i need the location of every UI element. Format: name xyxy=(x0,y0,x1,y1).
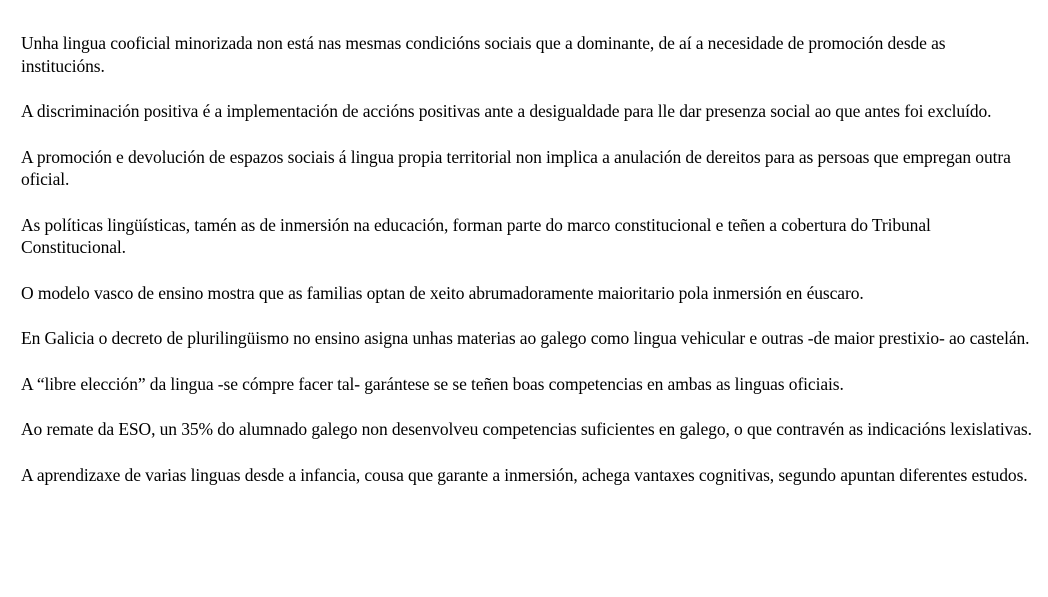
paragraph-minorized-language: Unha lingua cooficial minorizada non está nas mesmas condicións sociais que a dominante, de aí a necesidade de promoción desde as institucións. xyxy=(21,33,946,76)
paragraph-language-policies: As políticas lingüísticas, tamén as de inmersión na educación, forman parte do marco constitucional e teñen a cobertura do Tribunal Constitucional. xyxy=(21,214,931,257)
paragraph-cognitive-advantages: A aprendizaxe de varias linguas desde a infancia, cousa que garante a inmersión, achega vantaxes cognitivas, segundo apuntan diferentes estudos. xyxy=(21,464,1028,485)
document-body xyxy=(21,32,1033,486)
paragraph-free-choice: A “libre elección” da lingua -se cómpre facer tal- garántese se se teñen boas competencias en ambas as linguas oficiais. xyxy=(21,373,844,394)
paragraph-positive-discrimination: A discriminación positiva é a implementación de accións positivas ante a desigualdade para lle dar presenza social ao que antes foi excluído. xyxy=(21,101,992,121)
paragraph-galicia-decree: En Galicia o decreto de plurilingüismo no ensino asigna unhas materias ao galego como lingua vehicular e outras -de maior prestixio- ao castelán. xyxy=(21,328,1030,348)
paragraph-promotion-spaces: A promoción e devolución de espazos sociais á lingua propia territorial non implica a anulación de dereitos para as persoas que empregan outra oficial. xyxy=(21,146,1011,189)
paragraph-eso-competences: Ao remate da ESO, un 35% do alumnado galego non desenvolveu competencias suficientes en galego, o que contravén as indicacións lexislativas. xyxy=(21,419,1032,439)
paragraph-basque-model: O modelo vasco de ensino mostra que as familias optan de xeito abrumadoramente maioritario pola inmersión en éuscaro. xyxy=(21,282,864,303)
